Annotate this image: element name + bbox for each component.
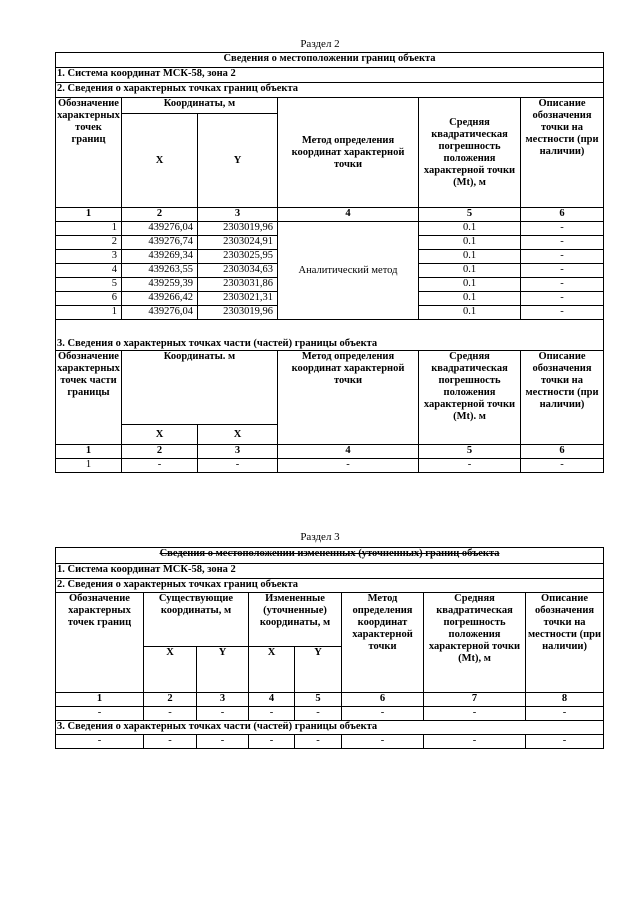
table-cell: - (56, 735, 144, 749)
header-method: Метод определения координат характерной точки (278, 98, 419, 208)
col-num: 1 (56, 693, 144, 707)
header-error: Средняя квадратическая погрешность положения характерной точки (Mt), м (419, 98, 521, 208)
s3-header-x: X (249, 647, 295, 693)
section3-subsection2-title: 2. Сведения о характерных точках границ объекта (56, 579, 604, 593)
error-value: 0.1 (419, 222, 521, 236)
header-description: Описание обозначения точки на местности (при наличии) (521, 98, 604, 208)
col-num: 4 (278, 445, 419, 459)
description-value: - (521, 306, 604, 320)
col-num: 1 (56, 208, 122, 222)
table-cell: - (419, 459, 521, 473)
description-value: - (521, 236, 604, 250)
coord-x: 439276,04 (122, 306, 198, 320)
table-cell: - (56, 707, 144, 721)
table-cell: - (521, 459, 604, 473)
description-value: - (521, 278, 604, 292)
error-value: 0.1 (419, 278, 521, 292)
s3-header-description: Описание обозначения точки на местности (при наличии) (526, 593, 604, 693)
col-num: 5 (419, 445, 521, 459)
col-num: 2 (122, 445, 198, 459)
s3-header-method: Метод определения координат характерной точки (342, 593, 424, 693)
method-value: Аналитический метод (278, 222, 419, 320)
header-designation: Обозначение характерных точек границ (56, 98, 122, 208)
s3-header-error: Средняя квадратическая погрешность положения характерной точки (Mt), м (424, 593, 526, 693)
point-number: 2 (56, 236, 122, 250)
point-number: 1 (56, 306, 122, 320)
table-cell: - (295, 735, 342, 749)
s3-header-x: X (144, 647, 197, 693)
coord-y: 2303019,96 (198, 222, 278, 236)
s3-header-y: Y (197, 647, 249, 693)
coord-y: 2303034,63 (198, 264, 278, 278)
table-cell: - (342, 707, 424, 721)
col-num: 3 (197, 693, 249, 707)
coord-x: 439276,04 (122, 222, 198, 236)
coord-x: 439266,42 (122, 292, 198, 306)
col-num: 1 (56, 445, 122, 459)
table-cell: - (342, 735, 424, 749)
part-header-error: Средняя квадратическая погрешность положения характерной точки (Mt). м (419, 351, 521, 445)
header-x: X (122, 114, 198, 208)
col-num: 8 (526, 693, 604, 707)
table-cell: - (249, 707, 295, 721)
point-number: 5 (56, 278, 122, 292)
point-number: 6 (56, 292, 122, 306)
s3-header-changed: Измененные (уточненные) координаты, м (249, 593, 342, 647)
section3-coord-system: 1. Система координат МСК-58, зона 2 (56, 564, 604, 579)
coord-y: 2303019,96 (198, 306, 278, 320)
col-num: 3 (198, 445, 278, 459)
section2-title: Сведения о местоположении границ объекта (56, 53, 604, 68)
section2-table (55, 52, 604, 473)
col-num: 2 (144, 693, 197, 707)
section2-coord-system: 1. Система координат МСК-58, зона 2 (56, 68, 604, 83)
description-value: - (521, 292, 604, 306)
table-cell: 1 (56, 459, 122, 473)
col-num: 6 (342, 693, 424, 707)
table-cell: - (526, 707, 604, 721)
coord-x: 439263,55 (122, 264, 198, 278)
table-cell: - (526, 735, 604, 749)
section2-label: Раздел 2 (300, 38, 340, 50)
coord-y: 2303021,31 (198, 292, 278, 306)
part-header-coords: Координаты. м (122, 351, 278, 425)
table-row (56, 735, 604, 749)
section3-subsection3-title: 3. Сведения о характерных точках части (частей) границы объекта (56, 721, 604, 735)
col-num: 3 (198, 208, 278, 222)
table-cell: - (197, 707, 249, 721)
description-value: - (521, 222, 604, 236)
table-cell: - (197, 735, 249, 749)
coord-y: 2303024,91 (198, 236, 278, 250)
section2-subsection3-title: 3. Сведения о характерных точках части (частей) границы объекта (56, 320, 604, 351)
section3-title: Сведения о местоположении измененных (уточненных) границ объекта (56, 548, 604, 564)
table-cell: - (144, 707, 197, 721)
coord-y: 2303025,95 (198, 250, 278, 264)
table-cell: - (249, 735, 295, 749)
table-row (56, 459, 604, 473)
part-header-x: X (198, 425, 278, 445)
section2-subsection2-title: 2. Сведения о характерных точках границ объекта (56, 83, 604, 98)
section3-label: Раздел 3 (300, 531, 340, 543)
point-number: 1 (56, 222, 122, 236)
coord-x: 439276,74 (122, 236, 198, 250)
table-cell: - (122, 459, 198, 473)
section3-table (55, 547, 604, 749)
table-row (56, 707, 604, 721)
part-header-designation: Обозначение характерных точек части границы (56, 351, 122, 445)
error-value: 0.1 (419, 306, 521, 320)
coord-y: 2303031,86 (198, 278, 278, 292)
col-num: 4 (278, 208, 419, 222)
point-number: 4 (56, 264, 122, 278)
s3-header-designation: Обозначение характерных точек границ (56, 593, 144, 693)
table-cell: - (278, 459, 419, 473)
part-header-description: Описание обозначения точки на местности (при наличии) (521, 351, 604, 445)
header-coords: Координаты, м (122, 98, 278, 114)
col-num: 7 (424, 693, 526, 707)
s3-header-y: Y (295, 647, 342, 693)
col-num: 5 (419, 208, 521, 222)
coord-x: 439259,39 (122, 278, 198, 292)
table-cell: - (295, 707, 342, 721)
col-num: 4 (249, 693, 295, 707)
error-value: 0.1 (419, 250, 521, 264)
error-value: 0.1 (419, 236, 521, 250)
col-num: 6 (521, 208, 604, 222)
coord-x: 439269,34 (122, 250, 198, 264)
point-number: 3 (56, 250, 122, 264)
header-y: Y (198, 114, 278, 208)
col-num: 6 (521, 445, 604, 459)
part-header-method: Метод определения координат характерной точки (278, 351, 419, 445)
error-value: 0.1 (419, 292, 521, 306)
col-num: 5 (295, 693, 342, 707)
table-cell: - (198, 459, 278, 473)
col-num: 2 (122, 208, 198, 222)
table-cell: - (144, 735, 197, 749)
error-value: 0.1 (419, 264, 521, 278)
description-value: - (521, 264, 604, 278)
part-header-x: X (122, 425, 198, 445)
table-cell: - (424, 735, 526, 749)
s3-header-existing: Существующие координаты, м (144, 593, 249, 647)
table-cell: - (424, 707, 526, 721)
table-row (56, 222, 604, 236)
description-value: - (521, 250, 604, 264)
